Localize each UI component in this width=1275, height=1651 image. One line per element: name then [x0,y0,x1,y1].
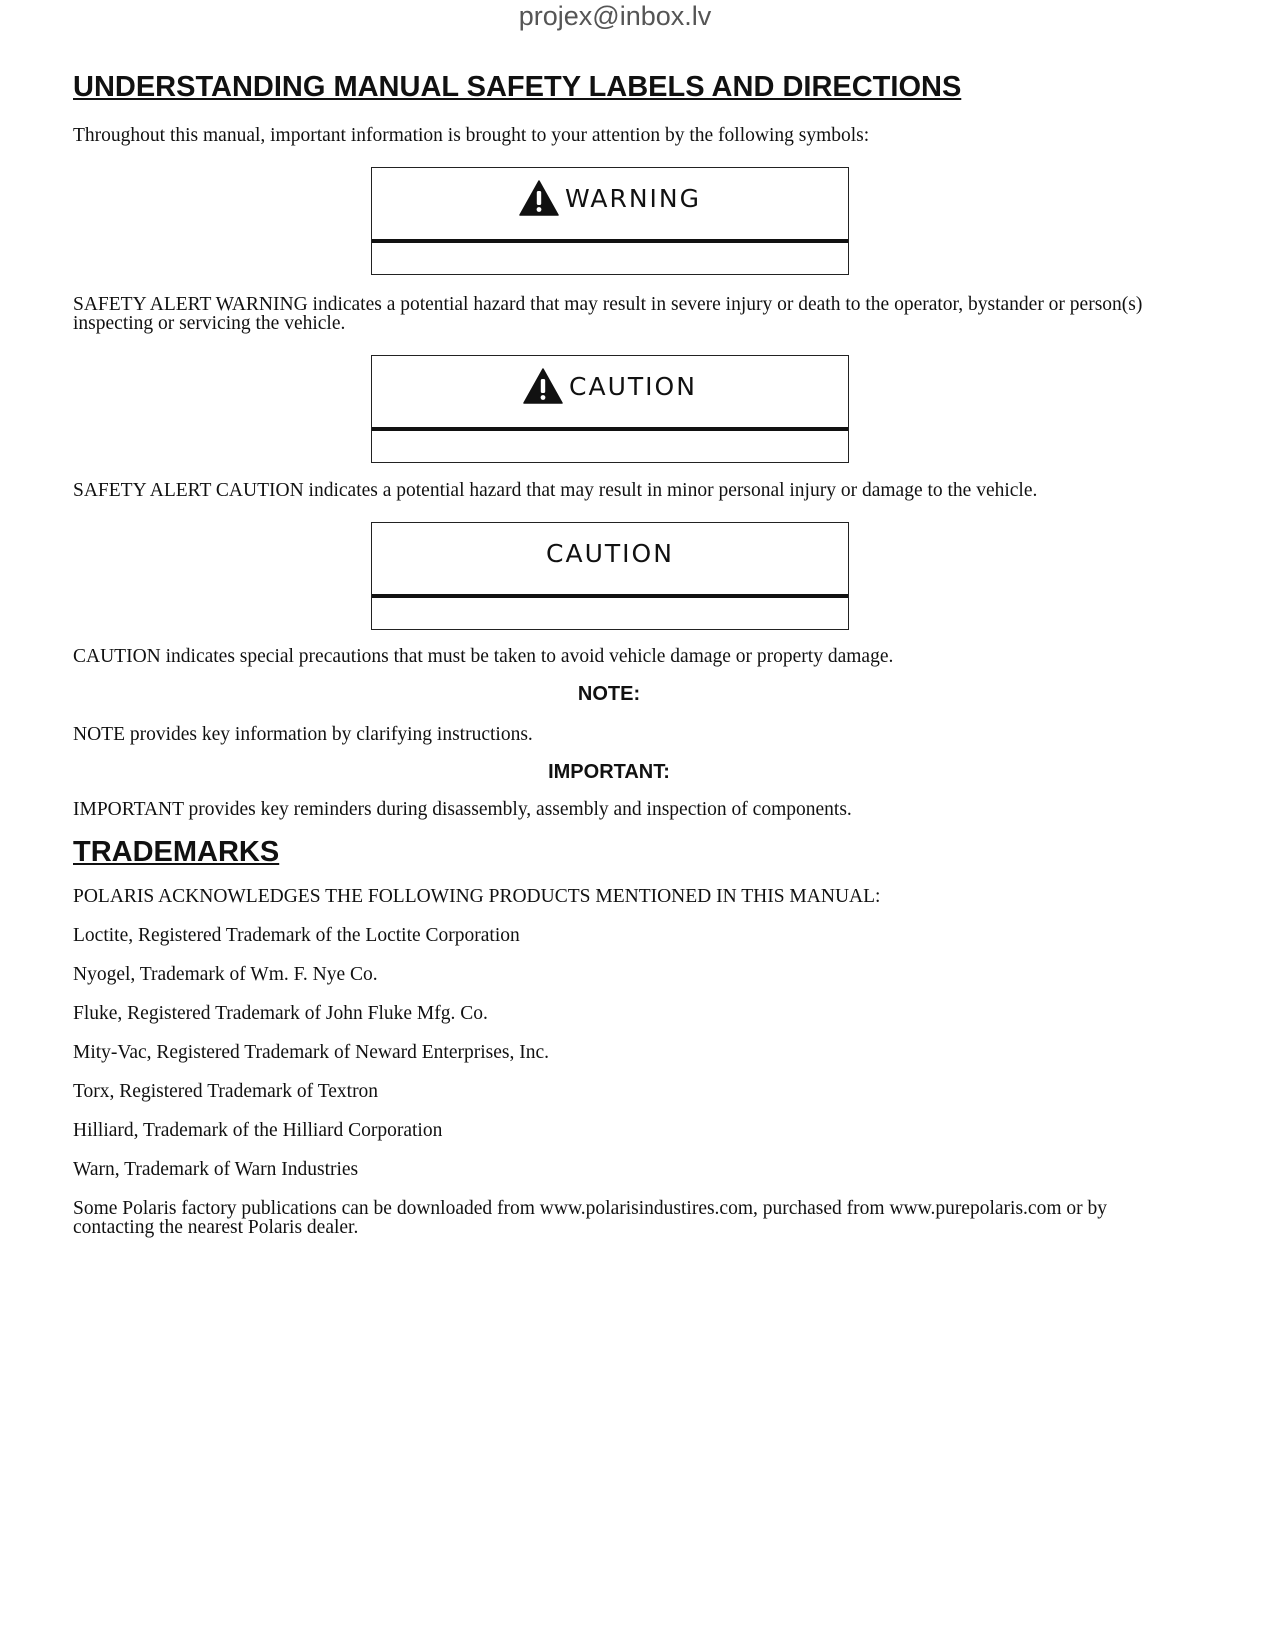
section-title-safety: UNDERSTANDING MANUAL SAFETY LABELS AND DIRECTIONS [73,71,962,103]
caution-triangle-icon [523,368,563,404]
trademarks-intro: POLARIS ACKNOWLEDGES THE FOLLOWING PRODUCTS MENTIONED IN THIS MANUAL: [73,886,881,907]
caution-label-text: CAUTION [546,539,674,568]
trademarks-footer: Some Polaris factory publications can be downloaded from www.polarisindustires.com, purchased from www.purepolaris.com or by contacting the nearest Polaris dealer. [73,1198,1107,1238]
trademark-item: Mity-Vac, Registered Trademark of Neward Enterprises, Inc. [73,1042,549,1063]
caution-alert-description: SAFETY ALERT CAUTION indicates a potential hazard that may result in minor personal injury or damage to the vehicle. [73,480,1038,501]
warning-label-box [371,167,849,275]
trademark-item: Hilliard, Trademark of the Hilliard Corporation [73,1120,443,1141]
trademark-item: Loctite, Registered Trademark of the Loctite Corporation [73,925,520,946]
caution-label-box [371,522,849,630]
note-label: NOTE: [577,683,641,705]
trademark-item: Torx, Registered Trademark of Textron [73,1081,379,1102]
section-title-trademarks: TRADEMARKS [73,836,280,868]
caution-alert-label-text: CAUTION [569,372,697,401]
header-email: projex@inbox.lv [518,1,712,31]
trademark-item: Warn, Trademark of Warn Industries [73,1159,359,1180]
important-description: IMPORTANT provides key reminders during disassembly, assembly and inspection of components. [73,799,852,820]
note-description: NOTE provides key information by clarifying instructions. [73,724,533,745]
warning-triangle-icon [519,180,559,216]
important-label: IMPORTANT: [548,761,670,783]
intro-text: Throughout this manual, important information is brought to your attention by the following symbols: [73,125,870,146]
trademark-item: Nyogel, Trademark of Wm. F. Nye Co. [73,964,378,985]
caution-alert-label-box [371,355,849,463]
warning-description: SAFETY ALERT WARNING indicates a potential hazard that may result in severe injury or death to the operator, bystander or person(s) inspecting or servicing the vehicle. [73,294,1143,334]
warning-label-text: WARNING [565,184,701,213]
caution-description: CAUTION indicates special precautions that must be taken to avoid vehicle damage or property damage. [73,646,894,667]
trademark-item: Fluke, Registered Trademark of John Fluke Mfg. Co. [73,1003,488,1024]
page-content [73,68,1163,1237]
